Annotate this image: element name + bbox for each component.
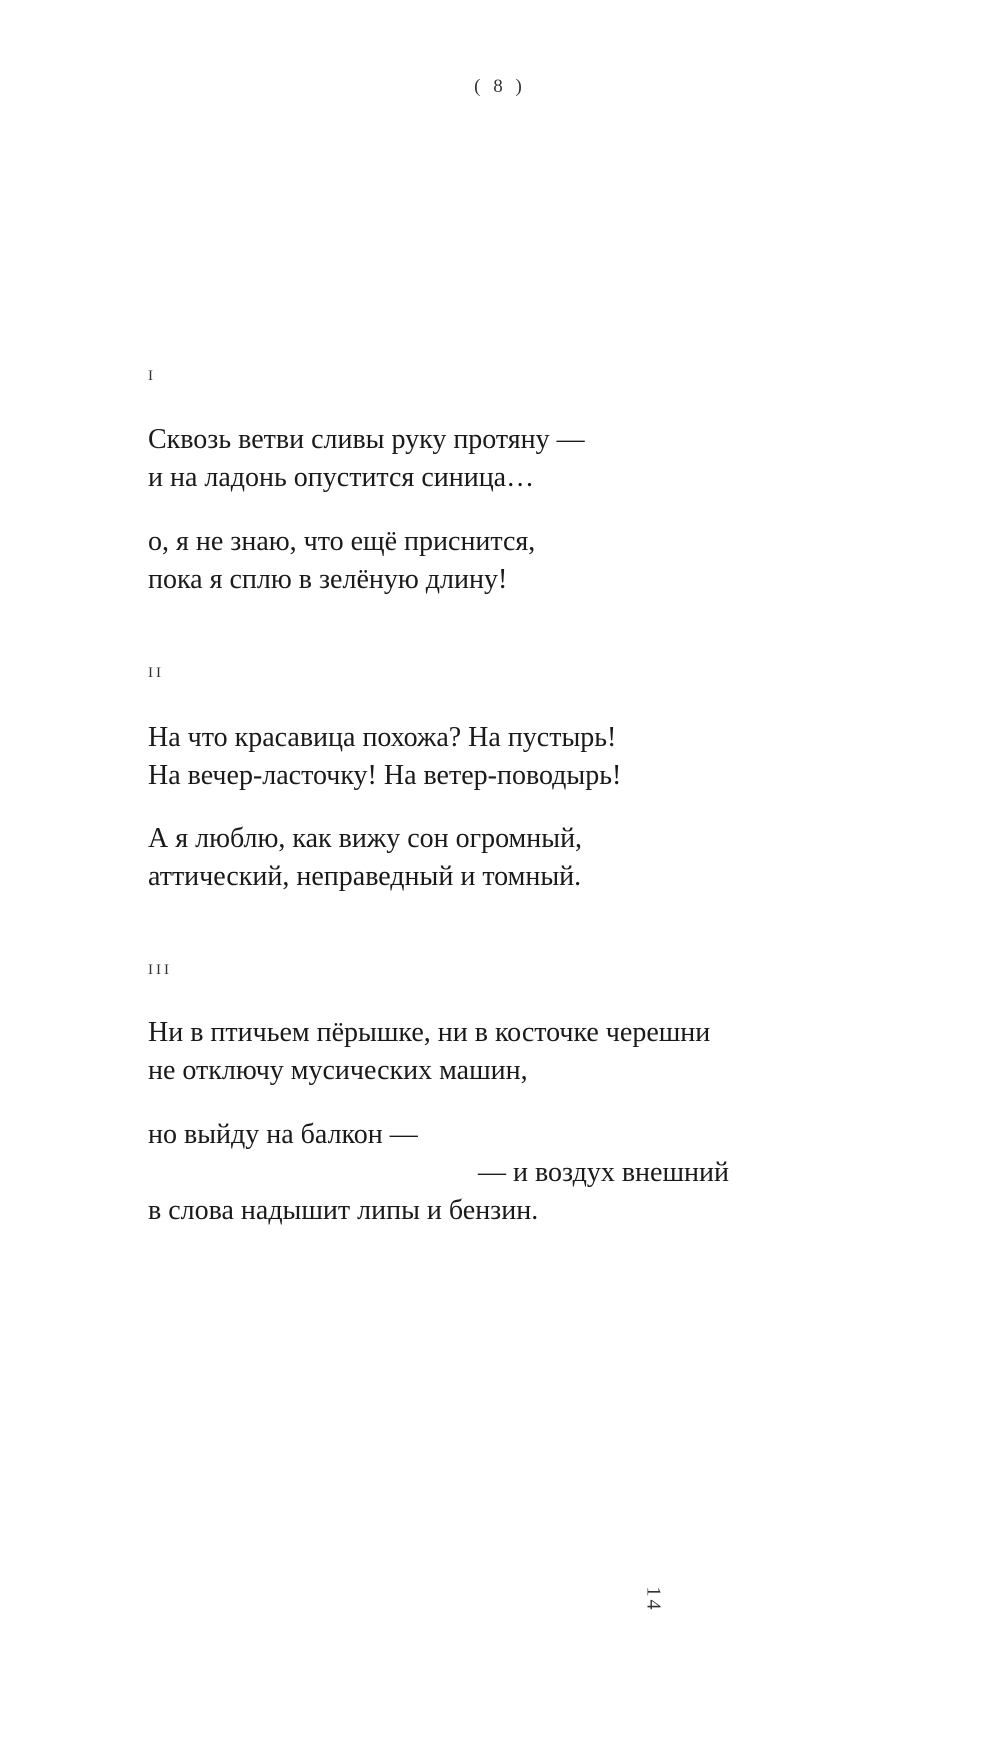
verse-line: А я люблю, как вижу сон огромный, — [148, 823, 583, 854]
verse-line: в слова надышит липы и бензин. — [148, 1195, 539, 1226]
verse-line: Ни в птичьем пёрышке, ни в косточке черешни — [148, 1017, 711, 1048]
verse-line-indented: — и воздух внешний — [478, 1157, 729, 1188]
page-number: 14 — [642, 1586, 665, 1613]
section-numeral-1: I — [148, 368, 156, 384]
verse-line: не отключу мусических машин, — [148, 1055, 528, 1086]
poem-number: ( 8 ) — [474, 76, 526, 97]
verse-line: но выйду на балкон — — [148, 1119, 418, 1150]
verse-line: и на ладонь опустится синица… — [148, 462, 535, 493]
verse-line: пока я сплю в зелёную длину! — [148, 564, 508, 595]
verse-line: аттический, неправедный и томный. — [148, 861, 582, 892]
section-numeral-2: II — [148, 665, 164, 681]
section-numeral-3: III — [148, 962, 172, 978]
verse-line: На что красавица похожа? На пустырь! — [148, 722, 617, 753]
verse-line: На вечер-ласточку! На ветер-поводырь! — [148, 760, 622, 791]
verse-line: о, я не знаю, что ещё приснится, — [148, 526, 536, 557]
verse-line: Сквозь ветви сливы руку протяну — — [148, 424, 585, 455]
